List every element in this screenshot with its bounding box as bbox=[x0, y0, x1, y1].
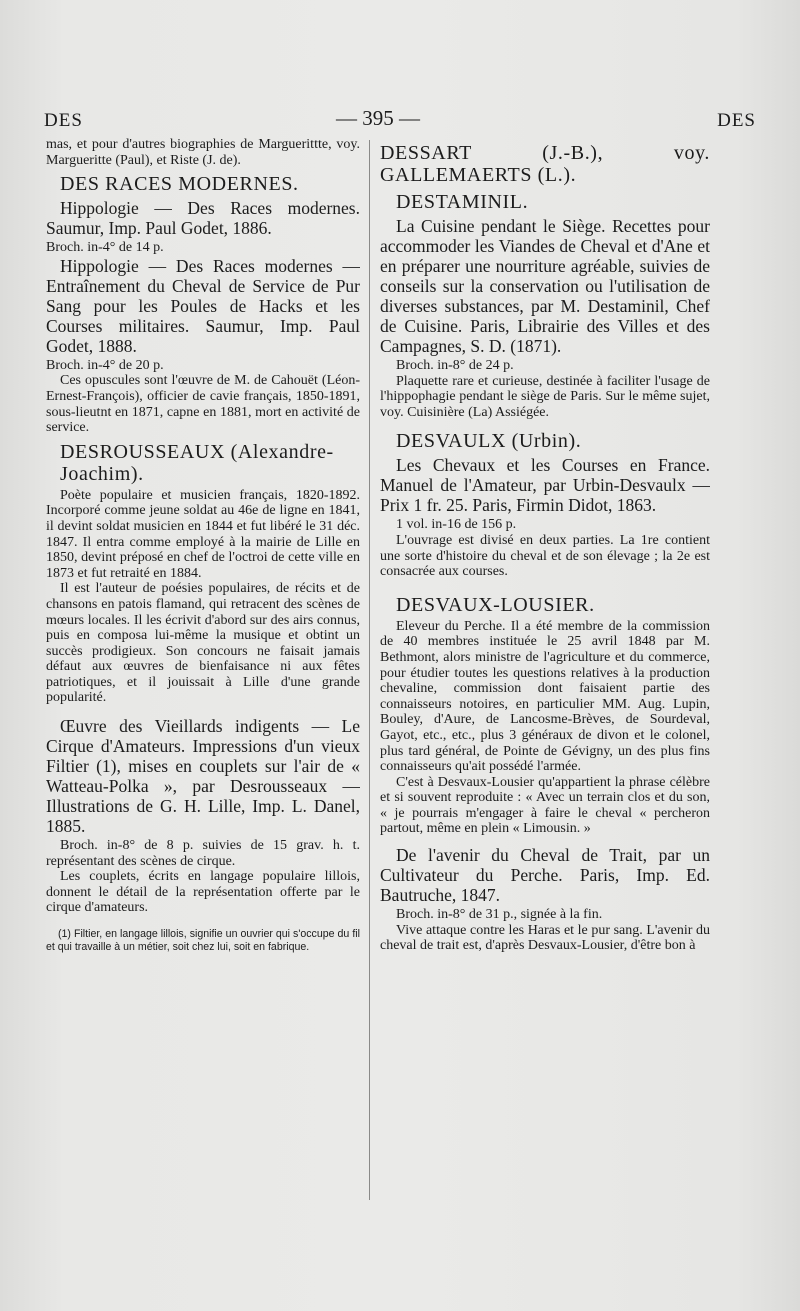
format-note: Broch. in-8° de 31 p., signée à la fin. bbox=[396, 907, 603, 923]
left-column bbox=[46, 137, 360, 1257]
text-block: Plaquette rare et curieuse, destinée à faciliter l'usage de l'hippophagie pendant le siège de Paris. Sur le même sujet, voy. Cuisinière (La) Assiégée. bbox=[380, 373, 710, 420]
text-block: Eleveur du Perche. Il a été membre de la commission de 40 membres instituée le 25 avril 1848 par M. Bethmont, alors ministre de l'agriculture et du commerce, pour étudier toutes les questions relatives à la production chevaline, commission dont faisaient partie des connaisseurs notoires, en particulier MM. Aug. Lupin, Bouley, d'Aure, de Lancosme-Brèves, de Sourdeval, Gayot, etc., etc., plus 3 généraux de divon et le colonel, plus tard général, de Pointe de Gévigny, un des plus fins connaisseurs qu'ait possédé l'armée. bbox=[380, 618, 710, 775]
running-head bbox=[44, 106, 756, 140]
right-column bbox=[380, 137, 710, 1257]
column-divider bbox=[369, 140, 370, 1200]
running-head-left: DES bbox=[44, 110, 83, 131]
entry-title: DESROUSSEAUX (Alexandre-Joachim). bbox=[60, 440, 334, 485]
bibliographic-entry: De l'avenir du Cheval de Trait, par un Cultivateur du Perche. Paris, Imp. Ed. Bautruche, 1847. bbox=[380, 845, 710, 906]
text-block: Ces opuscules sont l'œuvre de M. de Cahouët (Léon-Ernest-François), officier de cavie français, 1850-1891, sous-lieutnt en 1871, capne en 1881, mort en activité de service. bbox=[46, 373, 360, 436]
text-block: Poète populaire et musicien français, 1820-1892. Incorporé comme jeune soldat au 46e de ligne en 1841, il devint soldat musicien en 1844 et fut libéré le 31 déc. 1847. Il entra comme employé à la mairie de Lille en 1850, devint préposé en chef de l'octroi de cette ville en 1873 et fut retraité en 1884. bbox=[46, 487, 360, 581]
text-block: mas, et pour d'autres biographies de Marguerittte, voy. Margueritte (Paul), et Riste (J. de). bbox=[46, 137, 360, 168]
bibliographic-entry: Hippologie — Des Races modernes — Entraînement du Cheval de Service de Pur Sang pour les Poules de Hacks et les Courses militaires. Saumur, Imp. Paul Godet, 1888. bbox=[46, 255, 360, 356]
format-note: Broch. in-8° de 8 p. suivies de 15 grav. h. t. représentant des scènes de cirque. bbox=[46, 838, 360, 869]
format-note: Broch. in-4° de 20 p. bbox=[46, 357, 164, 373]
format-note: 1 vol. in-16 de 156 p. bbox=[396, 517, 517, 533]
text-block: L'ouvrage est divisé en deux parties. La 1re contient une sorte d'histoire du cheval et de son élevage ; la 2e est consacrée aux courses. bbox=[380, 532, 710, 580]
text-block: Vive attaque contre les Haras et le pur sang. L'avenir du cheval de trait est, d'après Desvaux-Lousier, d'être bon à bbox=[380, 922, 710, 954]
running-head-right: DES bbox=[717, 110, 756, 131]
format-note: Broch. in-4° de 14 p. bbox=[46, 240, 164, 256]
entry-title: DESTAMINIL. bbox=[396, 191, 529, 213]
format-note: Broch. in-8° de 24 p. bbox=[396, 358, 514, 373]
text-block: C'est à Desvaux-Lousier qu'appartient la phrase célèbre et si souvent reproduite : « Avec un terrain clos et du son, « je pourrais m'engager à faire le cheval « percheron partout, même en plein « Limousin. » bbox=[380, 774, 710, 837]
bibliographic-entry: Hippologie — Des Races modernes. Saumur, Imp. Paul Godet, 1886. bbox=[46, 198, 360, 239]
footnote: (1) Filtier, en langage lillois, signifie un ouvrier qui s'occupe du fil et qui travaille à un métier, soit chez lui, soit en fabrique. bbox=[46, 928, 360, 954]
text-block: Les couplets, écrits en langage populaire lillois, donnent le détail de la représentation offerte par le cirque d'amateurs. bbox=[46, 869, 360, 916]
bibliographic-entry: Œuvre des Vieillards indigents — Le Cirque d'Amateurs. Impressions d'un vieux Filtier (1), mises en couplets sur l'air de « Watteau-Polka », par Desrousseaux — Illustrations de G. H. Lille, Imp. L. Danel, 1885. bbox=[46, 716, 360, 837]
entry-title: DESSART (J.-B.), voy. GALLEMAERTS (L.). bbox=[380, 142, 710, 186]
bibliographic-entry: Les Chevaux et les Courses en France. Manuel de l'Amateur, par Urbin-Desvaulx — Prix 1 fr. 25. Paris, Firmin Didot, 1863. bbox=[380, 455, 710, 516]
bibliographic-entry: La Cuisine pendant le Siège. Recettes pour accommoder les Viandes de Cheval et d'Ane et en préparer une nourriture agréable, suivies de conseils sur la conservation ou l'utilisation de diverses substances, par M. Destaminil, Chef de Cuisine. Paris, Librairie des Villes et des Campagnes, S. D. (1871). bbox=[380, 216, 710, 356]
entry-title: DES RACES MODERNES. bbox=[60, 173, 299, 196]
entry-title: DESVAULX (Urbin). bbox=[396, 430, 582, 453]
text-block: Il est l'auteur de poésies populaires, de récits et de chansons en patois flamand, qui retracent des scènes de mœurs locales. Il les écrivit d'abord sur des airs connus, puis en composa lui-même la musique et obtint un succès prodigieux. Son concours ne faisait jamais défaut aux œuvres de bienfaisance ni aux fêtes patriotiques, et il jouissait à Lille d'une grande popularité. bbox=[46, 581, 360, 706]
page-number: — 395 — bbox=[336, 106, 420, 130]
entry-title: DESVAUX-LOUSIER. bbox=[396, 593, 595, 616]
